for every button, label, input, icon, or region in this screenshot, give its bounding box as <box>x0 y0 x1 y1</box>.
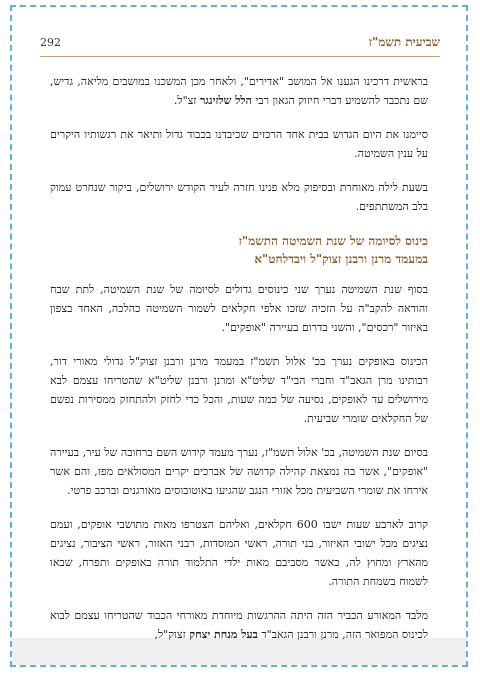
paragraph-1 <box>50 72 428 110</box>
paragraph-3: בשעת לילה מאוחרת ובסיפוק מלא פנינו חזרה לעיר הקודש ירושלים, ביקור שנחרט עמוק בלב המשתתפים. <box>50 181 428 213</box>
paragraph-7: קרוב לארבע שעות ישבו 600 חקלאים, ואליהם הצטרפו מאות מתושבי אופקים, ועמם נציגים מכל ישובי האיזור, בני תורה, ראשי המוסדות, רבני האזור, ראשי הציבור, נציגים מהארץ ומחוץ לה, כאשר מסביבם מאות ילדי התלמוד תורה באופקים ותפרח, שבאו לשמוח בשמחת התורה. <box>50 518 428 588</box>
paragraph-1-text-b: זצ"ל. <box>173 94 200 107</box>
paragraph-1-text-a: בראשית דרכינו הגענו אל המושב "אדירים", ולאחר מכן המשכנו במושבים מליאה, גדיש, שם נתכבד להשמיע דברי חיזוק הגאון רבי <box>50 75 428 107</box>
paragraph-8 <box>50 606 428 644</box>
section-heading-line-1: כינוס לסיומה של שנת השמיטה התשמ"ז <box>238 234 428 248</box>
header-divider <box>40 56 440 57</box>
paragraph-1-bold-name: הלל שלזינגר <box>199 94 252 107</box>
page-number: 292 <box>40 36 61 49</box>
paragraph-8-bold-name: בעל מנחת יצחק <box>189 628 258 641</box>
document-body <box>50 72 428 659</box>
paragraph-2: סיימנו את היום הגדוש בבית אחד הרכזים שכיבדנו בכבוד גדול ותיאר את רגשותיו היקרים על ענין השמיטה. <box>50 128 428 160</box>
paragraph-8-text-a: מלבד המאורע הכביר הזה היתה ההרגשות מיוחדת מאורחי הכבוד שהטריחו עצמם לבוא לכינוס המפואר הזה, מרנן ורבנן הגאב"ד <box>50 609 428 641</box>
page-header <box>40 36 440 56</box>
paragraph-5: הכינוס באופקים נערך בכ' אלול תשמ"ז במעמד מרנן ורבנן זצוק"ל גדולי מאורי דור, רבותינו מרן הגאב"ד וחברי הבי"ד שליט"א ומרנן ורבנן שליט"א שהטריחו עצמם לבא מירושלים עד לאופקים, נסיעה של כמה שעות, והכל כדי לחזק ולהתחזק ממסירות נפשם של החקלאים שומרי שביעית. <box>50 355 428 425</box>
running-title: שביעית תשמ"ז <box>368 35 440 49</box>
paragraph-8-text-b: זצוק"ל, <box>154 628 190 641</box>
paragraph-4: בסוף שנת השמיטה נערך שני כינוסים גדולים לסיומה של שנת השמיטה, לתת שבח והודאה להקב"ה על הזכיה שזכו אלפי חקלאים לשמור השמיטה כהלכה, האחד בצפון באיזור "רכסים", והשני בדרום בעיירה "אופקים". <box>50 283 428 334</box>
section-heading <box>50 232 428 268</box>
section-heading-line-2: במעמד מרנן ורבנן זצוק"ל ויבדלחט"א <box>254 252 428 266</box>
paragraph-6: בסיום שנת השמיטה, בכ' אלול תשמ"ז, נערך מעמד קידוש השם ברחובה של עיר, בעיירה "אופקים", אשר בה נמצאת קהילה קדושה של אברכים יקרים המסולאים מפז, והם אשר אירחו את שומרי השביעית מכל אזורי הנגב שהגיעו באוטובוסים מאורגנים וברכב פרטי. <box>50 446 428 497</box>
